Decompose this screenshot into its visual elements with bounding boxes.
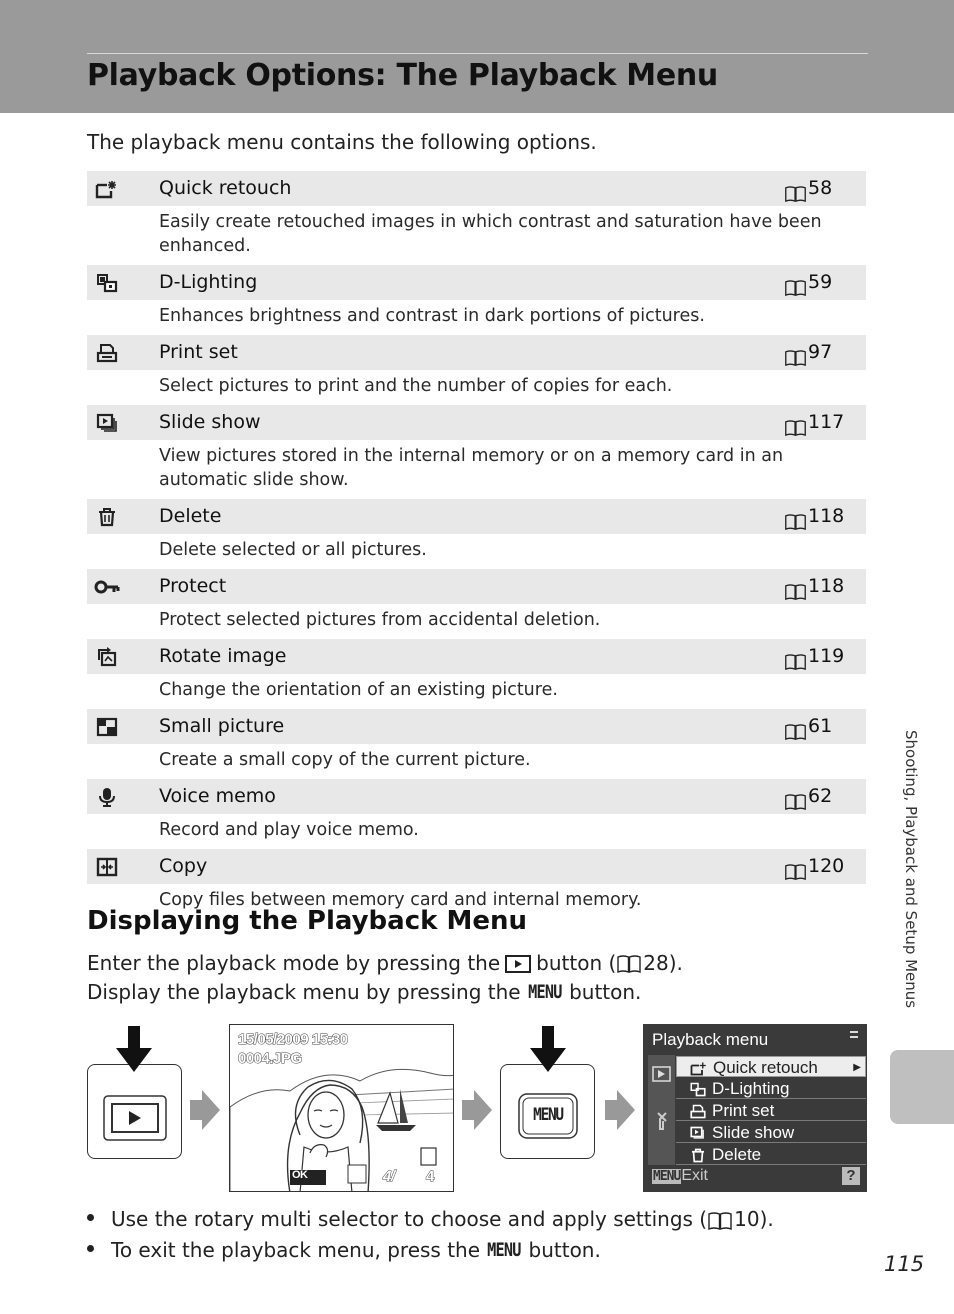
- playback-photo-illustration: [229, 1024, 454, 1192]
- delete-icon: [689, 1147, 707, 1162]
- header-rule: [87, 53, 868, 54]
- lcd-menu-glyph: MENU: [653, 1169, 681, 1184]
- option-ref-number: 117: [808, 411, 845, 433]
- lcd-item-label: D-Lighting: [712, 1079, 790, 1098]
- bullet-1-ref: 10: [734, 1206, 760, 1231]
- bullet-list: [87, 1203, 774, 1265]
- rotate-image-icon: [87, 639, 127, 674]
- option-page-ref: [784, 709, 832, 744]
- instruction-line-1: [87, 951, 683, 975]
- option-page-ref: [784, 171, 832, 206]
- instruction-1-button: button (: [536, 951, 617, 975]
- option-page-ref: [784, 405, 844, 440]
- option-row: [87, 849, 866, 884]
- menu-button-glyph: MENU: [487, 1238, 521, 1261]
- bullet-1-text: Use the rotary multi selector to choose and apply settings (: [111, 1206, 708, 1231]
- voice-memo-icon: [87, 779, 127, 814]
- book-ref-icon: [616, 954, 642, 972]
- lcd-item-label: Delete: [712, 1145, 762, 1164]
- instruction-2-end: button.: [569, 980, 642, 1004]
- option-description: Record and play voice memo.: [159, 820, 419, 840]
- option-ref-number: 118: [808, 575, 845, 597]
- option-ref-number: 119: [808, 645, 845, 667]
- book-ref-icon: [784, 508, 807, 526]
- option-description: Enhances brightness and contrast in dark portions of pictures.: [159, 306, 705, 326]
- lcd-side-tabs: [648, 1055, 675, 1165]
- option-description: Delete selected or all pictures.: [159, 540, 427, 560]
- option-description: Change the orientation of an existing picture.: [159, 680, 558, 700]
- option-ref-number: 62: [808, 785, 833, 807]
- book-ref-icon: [784, 274, 807, 292]
- options-table: [87, 171, 866, 919]
- book-ref-icon: [784, 414, 807, 432]
- playback-button-icon: [505, 955, 531, 973]
- bullet-item: [87, 1234, 774, 1265]
- photo-datetime: 15/05/2009 15:30: [238, 1031, 348, 1048]
- page-title: Playback Options: The Playback Menu: [87, 58, 718, 93]
- protect-icon: [87, 569, 127, 604]
- option-page-ref: [784, 639, 844, 674]
- photo-filename: 0004.JPG: [238, 1050, 302, 1067]
- step-arrow-icon: [190, 1088, 222, 1132]
- option-ref-number: 58: [808, 177, 833, 199]
- small-picture-icon: [87, 709, 127, 744]
- menu-button-glyph: MENU: [528, 981, 562, 1003]
- menu-button-label: MENU: [533, 1105, 563, 1125]
- bullet-dot: [87, 1245, 94, 1252]
- intro-text: The playback menu contains the following options.: [87, 130, 597, 154]
- step-arrow-icon: [605, 1088, 637, 1132]
- delete-icon: [87, 499, 127, 534]
- option-ref-number: 120: [808, 855, 845, 877]
- instruction-line-2: [87, 980, 641, 1004]
- option-row: [87, 639, 866, 674]
- slide-show-icon: [87, 405, 127, 440]
- option-ref-number: 97: [808, 341, 833, 363]
- option-page-ref: [784, 779, 832, 814]
- option-row: [87, 779, 866, 814]
- book-ref-icon: [784, 180, 807, 198]
- option-name: Small picture: [159, 715, 285, 737]
- section-title: Displaying the Playback Menu: [87, 906, 527, 936]
- bullet-item: [87, 1203, 774, 1234]
- option-row: [87, 709, 866, 744]
- option-row: [87, 569, 866, 604]
- photo-total: 4: [426, 1168, 434, 1185]
- bullet-dot: [87, 1214, 94, 1221]
- print-set-icon: [689, 1103, 707, 1118]
- lcd-item-label: Slide show: [712, 1123, 795, 1142]
- option-name: Rotate image: [159, 645, 287, 667]
- press-arrow-icon: [528, 1026, 568, 1076]
- book-ref-icon: [784, 858, 807, 876]
- option-description: Create a small copy of the current picture.: [159, 750, 531, 770]
- option-ref-number: 59: [808, 271, 833, 293]
- lcd-menu-item: [676, 1122, 866, 1143]
- copy-icon: [87, 849, 127, 884]
- option-name: Print set: [159, 341, 238, 363]
- instruction-1-end: ).: [668, 951, 683, 975]
- help-icon: ?: [842, 1167, 860, 1185]
- d-lighting-icon: [87, 265, 127, 300]
- option-description: Protect selected pictures from accidental deletion.: [159, 610, 601, 630]
- slide-show-icon: [689, 1125, 707, 1140]
- instruction-1-text: Enter the playback mode by pressing the: [87, 951, 501, 975]
- d-lighting-icon: [689, 1081, 707, 1096]
- header-band: [0, 0, 954, 113]
- option-row: [87, 405, 866, 440]
- option-description: Easily create retouched images in which contrast and saturation have been enhanced.: [159, 212, 822, 256]
- option-description: Select pictures to print and the number of copies for each.: [159, 376, 673, 396]
- option-row: [87, 499, 866, 534]
- lcd-exit-label: Exit: [681, 1167, 708, 1184]
- playback-button-illustration: [87, 1064, 182, 1159]
- side-section-label: Shooting, Playback and Setup Menus: [902, 730, 920, 1009]
- option-name: Delete: [159, 505, 222, 527]
- bullet-2-end: button.: [528, 1237, 601, 1262]
- option-name: Voice memo: [159, 785, 276, 807]
- option-name: Copy: [159, 855, 208, 877]
- option-page-ref: [784, 265, 832, 300]
- book-ref-icon: [784, 788, 807, 806]
- option-ref-number: 61: [808, 715, 833, 737]
- option-ref-number: 118: [808, 505, 845, 527]
- scroll-indicator-icon: [850, 1031, 858, 1039]
- photo-ok-label: OK: [292, 1169, 308, 1181]
- instruction-2-text: Display the playback menu by pressing the: [87, 980, 521, 1004]
- lcd-title: Playback menu: [652, 1030, 769, 1049]
- book-ref-icon: [784, 578, 807, 596]
- playback-menu-screen: [643, 1024, 867, 1192]
- bullet-2-text: To exit the playback menu, press the: [111, 1237, 481, 1262]
- option-name: Quick retouch: [159, 177, 292, 199]
- book-ref-icon: [707, 1210, 733, 1228]
- lcd-menu-item: [676, 1056, 866, 1077]
- instruction-1-ref: 28: [643, 951, 669, 975]
- option-page-ref: [784, 335, 832, 370]
- book-ref-icon: [784, 344, 807, 362]
- option-name: Protect: [159, 575, 227, 597]
- option-page-ref: [784, 499, 844, 534]
- print-set-icon: [87, 335, 127, 370]
- lcd-item-label: Quick retouch: [713, 1058, 818, 1077]
- side-tab: [890, 1050, 954, 1124]
- option-row: [87, 335, 866, 370]
- step-arrow-icon: [462, 1088, 494, 1132]
- option-row: [87, 265, 866, 300]
- option-page-ref: [784, 849, 844, 884]
- option-row: [87, 171, 866, 206]
- lcd-item-label: Print set: [712, 1101, 775, 1120]
- submenu-arrow-icon: ▶: [853, 1062, 861, 1073]
- bullet-1-end: ).: [759, 1206, 774, 1231]
- lcd-footer: [652, 1167, 708, 1185]
- press-arrow-icon: [114, 1026, 154, 1076]
- quick-retouch-icon: [87, 171, 127, 206]
- photo-counter: 4/: [383, 1168, 395, 1185]
- book-ref-icon: [784, 648, 807, 666]
- option-description: Copy files between memory card and internal memory.: [159, 890, 642, 910]
- lcd-menu-item: [676, 1100, 866, 1121]
- book-ref-icon: [784, 718, 807, 736]
- lcd-menu-item: [676, 1144, 866, 1165]
- option-name: D-Lighting: [159, 271, 258, 293]
- option-description: View pictures stored in the internal memory or on a memory card in an automatic slide show.: [159, 446, 784, 490]
- option-name: Slide show: [159, 411, 261, 433]
- page-number: 115: [884, 1252, 925, 1276]
- menu-button-illustration: [500, 1064, 595, 1159]
- lcd-menu-item: [676, 1078, 866, 1099]
- quick-retouch-icon: [690, 1060, 708, 1075]
- option-page-ref: [784, 569, 844, 604]
